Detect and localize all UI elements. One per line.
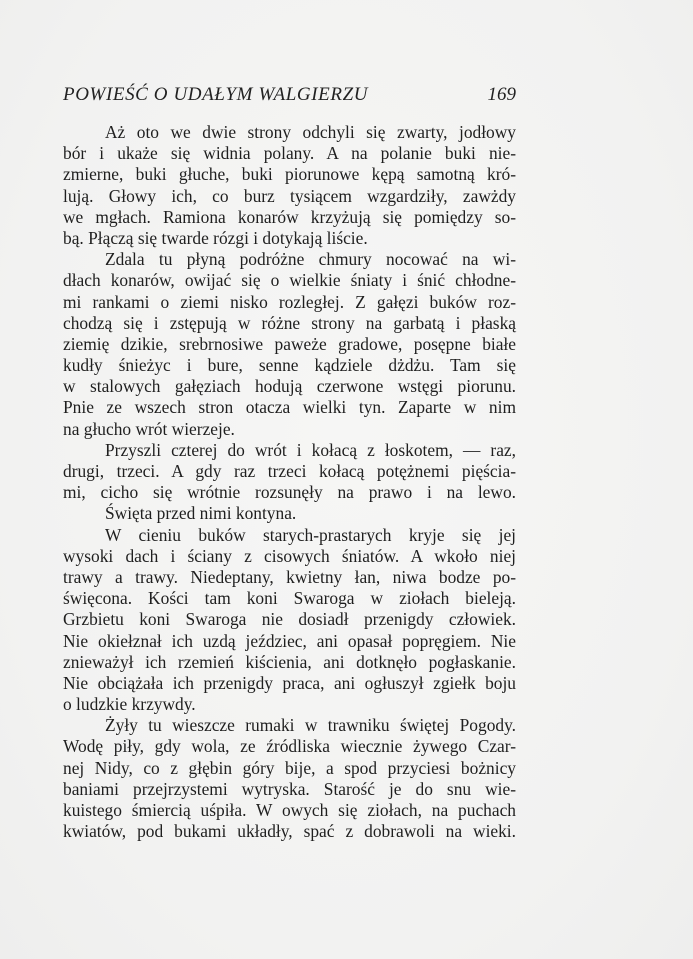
text-line: święcona. Kości tam koni Swaroga w ziołach bieleją. (63, 588, 516, 609)
text-line: Aż oto we dwie strony odchyli się zwarty, jodłowy (105, 122, 516, 142)
text-line: mi, cicho się wrótnie rozsunęły na prawo i na lewo. (63, 482, 516, 503)
text-line: we mgłach. Ramiona konarów krzyżują się pomiędzy so- (63, 206, 516, 227)
text-line: znieważył ich rzemień kiścienia, ani dotknęło pogłaskanie. (63, 651, 516, 672)
text-line: baniami przejrzystemi wytryska. Starość je do snu wie- (63, 778, 516, 799)
text-line: w stalowych gałęziach hodują czerwone wstęgi piorunu. (63, 376, 516, 397)
text-line: chodzą się i zstępują w różne strony na garbatą i płaską (63, 312, 516, 333)
text-line: W cieniu buków starych-prastarych kryje się jej (105, 524, 516, 545)
text-line: kudły śnieżyc i bure, senne kądziele dżdżu. Tam się (63, 355, 516, 376)
text-line: Nie obciążała ich przenigdy praca, ani ogłuszył zgiełk boju (63, 672, 516, 693)
text-line: bą. Płączą się twarde rózgi i dotykają liście. (63, 227, 368, 248)
text-line: nej Nidy, co z głębin góry bije, a spod przyciesi bożnicy (63, 757, 516, 778)
text-line: na głucho wrót wierzeje. (63, 418, 235, 439)
text-line: Żyły tu wieszcze rumaki w trawniku świętej Pogody. (105, 715, 516, 736)
chapter-title: POWIEŚĆ O UDAŁYM WALGIERZU (63, 84, 369, 105)
text-line: bór i ukaże się widnia polany. A na polanie buki nie- (63, 143, 516, 164)
text-line: Grzbietu koni Swaroga nie dosiadł przenigdy człowiek. (63, 609, 516, 630)
text-line: o ludzkie krzywdy. (63, 694, 196, 715)
text-line: trawy a trawy. Niedeptany, kwietny łan, niwa bodze po- (63, 566, 516, 587)
text-line: zmierne, buki głuche, buki piorunowe kępą samotną kró- (63, 164, 516, 185)
text-line: Święta przed nimi kontyna. (105, 503, 297, 524)
running-head (63, 84, 516, 110)
page-number: 169 (487, 84, 516, 105)
text-line: Pnie ze wszech stron otacza wielki tyn. Zaparte w nim (63, 397, 516, 418)
text-line: Nie okiełznał ich uzdą jeździec, ani opasał popręgiem. Nie (63, 630, 516, 651)
text-line: mi rankami o ziemi nisko rozległej. Z gałęzi buków roz- (63, 291, 516, 312)
body-text (63, 122, 516, 842)
text-line: kuistego śmiercią uśpiła. W owych się ziołach, na puchach (63, 800, 516, 820)
text-line: drugi, trzeci. A gdy raz trzeci kołacą potężnemi pięścia- (63, 461, 516, 481)
text-line: Przyszli czterej do wrót i kołacą z łoskotem, — raz, (105, 439, 516, 460)
text-line: Zdala tu płyną podróżne chmury nocować na wi- (105, 249, 516, 270)
text-line: Wodę piły, gdy wola, ze źródliska wiecznie żywego Czar- (63, 736, 516, 757)
text-line: lują. Głowy ich, co burz tysiącem wzgardziły, zawżdy (63, 185, 516, 206)
text-line: ziemię dzikie, srebrnosiwe paweże gradowe, posępne białe (63, 333, 516, 354)
text-line: dłach konarów, owijać się o wielkie śniaty i śnić chłodne- (63, 270, 516, 291)
text-line: kwiatów, pod bukami układły, spać z dobrawoli na wieki. (63, 821, 516, 842)
text-line: wysoki dach i ściany z cisowych śniatów. A wkoło niej (63, 545, 516, 566)
